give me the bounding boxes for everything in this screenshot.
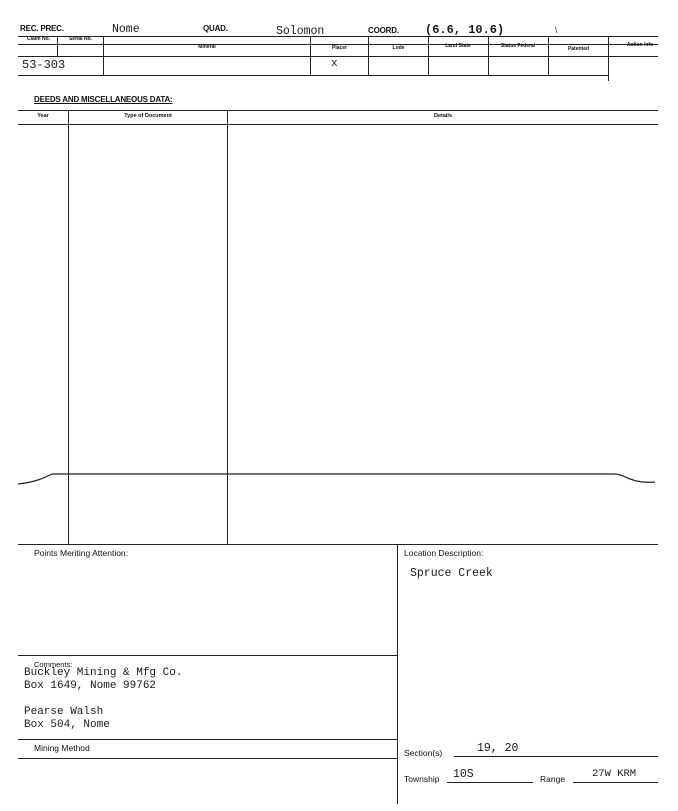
col-status-federal: Status Federal [500, 43, 536, 49]
deeds-line-top [18, 110, 658, 111]
township-underline [447, 782, 533, 783]
comment-line-4: Box 504, Nome [24, 719, 110, 731]
township-label: Township [404, 774, 440, 784]
col-divider-placer [310, 37, 311, 76]
range-underline [573, 782, 658, 783]
quad-value: Solomon [276, 25, 325, 38]
quad-label: QUAD. [203, 24, 228, 33]
lower-col-divider [397, 544, 398, 804]
comment-line-1: Buckley Mining & Mfg Co. [24, 667, 183, 679]
col-divider-mineral [103, 37, 104, 76]
col-action-info: Action Info [626, 42, 654, 48]
col-year: Year [37, 113, 49, 119]
header-line-top [18, 36, 658, 37]
header-line-4 [18, 75, 608, 76]
deeds-title: DEEDS AND MISCELLANEOUS DATA: [34, 95, 173, 104]
coord-value: (6.6, 10.6) [425, 23, 505, 37]
points-label: Points Meriting Attention: [34, 548, 129, 558]
comments-label: Comments: [34, 660, 73, 669]
range-value: 27W KRM [592, 768, 637, 780]
col-placer: Placer [331, 45, 347, 51]
placer-value: x [331, 58, 338, 70]
comment-line-3: Pearse Walsh [24, 706, 104, 718]
col-claim-no: Claim No. [26, 36, 51, 42]
header-line-3 [18, 56, 658, 57]
mining-method-label: Mining Method [34, 743, 90, 753]
comment-line-2: Box 1649, Nome 99762 [24, 680, 157, 692]
coord-label: COORD. [368, 26, 399, 35]
section-label: Section(s) [404, 748, 443, 758]
comments-line-top [18, 655, 397, 656]
section-underline [454, 756, 658, 757]
col-lode: Lode [392, 45, 405, 51]
page-fold [0, 460, 678, 500]
col-details: Details [433, 113, 453, 119]
rec-prec-label: REC. PREC. [20, 24, 64, 33]
col-divider-action [608, 37, 609, 81]
deeds-line-bottom [18, 544, 658, 545]
col-divider-status [488, 37, 489, 76]
section-value: 19, 20 [477, 742, 519, 755]
col-divider-land [428, 37, 429, 76]
col-divider-lode [368, 37, 369, 76]
claim-no-value: 53-303 [22, 58, 66, 72]
mining-line-top [18, 739, 397, 740]
col-patented: Patented [567, 46, 590, 52]
rec-prec-value: Nome [112, 23, 140, 36]
deeds-line-2 [18, 124, 658, 125]
col-type-of-document: Type of Document [124, 113, 172, 119]
stray-mark: \ [555, 26, 558, 35]
col-mineral: Mineral [198, 44, 216, 50]
township-value: 10S [453, 768, 474, 781]
col-divider-patented [548, 37, 549, 76]
location-label: Location Description: [404, 548, 484, 558]
col-serial-no: Serial No. [68, 36, 93, 42]
location-value: Spruce Creek [410, 567, 493, 580]
col-land-state: Land State [445, 43, 471, 49]
range-label: Range [540, 774, 566, 784]
mining-line-bottom [18, 758, 397, 759]
